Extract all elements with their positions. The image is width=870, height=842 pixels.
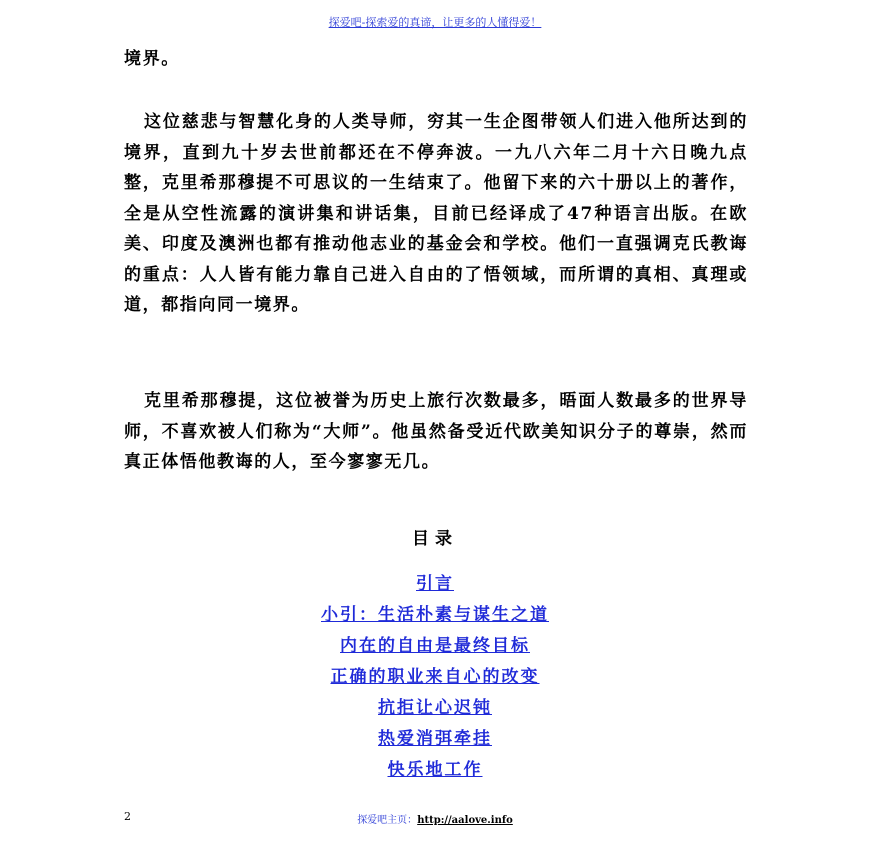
- toc-link-intro[interactable]: 引言: [416, 574, 454, 594]
- paragraph-2: 这位慈悲与智慧化身的人类导师，穷其一生企图带领人们进入他所达到的境界，直到九十岁去世前都还在不停奔波。一九八六年二月十六日晚九点整，克里希那穆提不可思议的一生结束了。他留下来的六十册以上的著作，全是从空性流露的演讲集和讲话集，目前已经译成了47种语言出版。在欧美、印度及澳洲也都有推动他志业的基金会和学校。他们一直强调克氏教诲的重点：人人皆有能力靠自己进入自由的了悟领域，而所谓的真相、真理或道，都指向同一境界。: [124, 112, 748, 315]
- toc-title: 目录: [412, 529, 458, 549]
- paragraph-3: 克里希那穆提，这位被誉为历史上旅行次数最多，晤面人数最多的世界导师，不喜欢被人们称为“大师”。他虽然备受近代欧美知识分子的尊崇，然而真正体悟他教诲的人，至今寥寥无几。: [124, 391, 748, 472]
- toc-link-right-livelihood[interactable]: 正确的职业来自心的改变: [330, 667, 540, 687]
- toc-item: [0, 599, 870, 630]
- footer-label: 探爱吧主页：: [357, 815, 418, 826]
- paragraph-1: 境界。: [124, 49, 180, 69]
- toc-link-inner-freedom[interactable]: 内在的自由是最终目标: [340, 636, 530, 656]
- toc-item: [0, 661, 870, 692]
- footer: [0, 811, 870, 826]
- toc-item: [0, 630, 870, 661]
- toc-item: [0, 754, 870, 785]
- toc-link-love[interactable]: 热爱消弭牵挂: [378, 729, 492, 749]
- header-link[interactable]: 探爱吧-探索爱的真谛，让更多的人懂得爱！: [328, 16, 542, 29]
- toc-item: [0, 723, 870, 754]
- toc-link-preface[interactable]: 小引：生活朴素与谋生之道: [321, 605, 549, 625]
- toc-link-happy-work[interactable]: 快乐地工作: [387, 760, 483, 780]
- toc-list: [0, 568, 870, 785]
- toc-item: [0, 568, 870, 599]
- toc-link-resistance[interactable]: 抗拒让心迟钝: [378, 698, 492, 718]
- page-number: 2: [124, 810, 131, 823]
- footer-url-link[interactable]: http://aalove.info: [417, 815, 513, 826]
- toc-item: [0, 692, 870, 723]
